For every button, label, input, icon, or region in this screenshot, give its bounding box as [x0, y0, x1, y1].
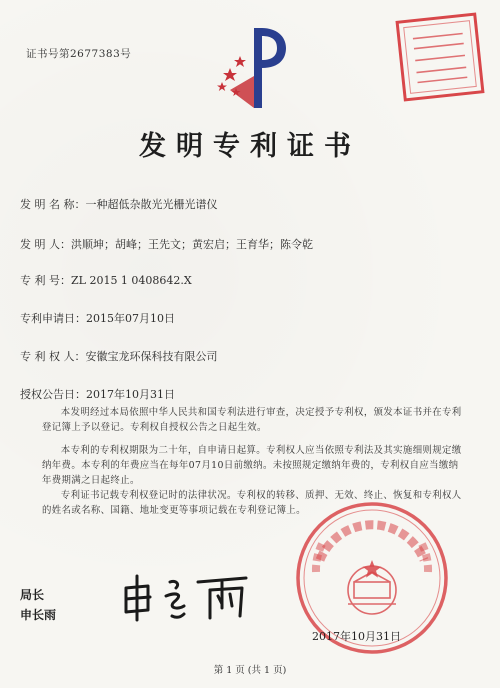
inventors-label: 发 明 人： [20, 238, 71, 251]
certificate-title: 发明专利证书 [139, 131, 361, 162]
patent-owner-row [20, 348, 218, 364]
handwritten-signature-icon [118, 568, 258, 628]
inventors-row [20, 236, 313, 252]
invention-name-label: 发 明 名 称： [20, 198, 86, 211]
patent-number-value: ZL 2015 1 0408642.X [71, 274, 192, 287]
grant-date-value: 2017年10月31日 [86, 388, 175, 401]
top-seal-stamp-icon [395, 12, 485, 102]
inventors-value: 洪顺坤；胡峰；王先文；黄宏启；王育华；陈令乾 [71, 238, 313, 251]
signatory-title: 局长 [20, 588, 45, 602]
grant-date-label: 授权公告日： [20, 388, 86, 401]
grant-date-row [20, 386, 175, 402]
invention-name-value: 一种超低杂散光光栅光谱仪 [85, 198, 218, 211]
patent-owner-label: 专 利 权 人： [20, 350, 86, 363]
filing-date-label: 专利申请日： [20, 312, 86, 325]
patent-number-label: 专 利 号： [20, 274, 71, 287]
issue-date: 2017年10月31日 [312, 630, 401, 643]
filing-date-value: 2015年07月10日 [86, 312, 175, 325]
paragraph-examination: 本发明经过本局依照中华人民共和国专利法进行审查，决定授予专利权，颁发本证书并在专利登记簿上予以登记。专利权自授权公告之日起生效。 [42, 407, 462, 433]
filing-date-row [20, 310, 175, 326]
paragraph-legal-status: 专利证书记载专利权登记时的法律状况。专利权的转移、质押、无效、终止、恢复和专利权人的姓名或名称、国籍、地址变更等事项记载在专利登记簿上。 [42, 490, 462, 516]
paragraph-term-fees: 本专利的专利权期限为二十年，自申请日起算。专利权人应当依照专利法及其实施细则规定缴纳年费。本专利的年费应当在每年07月10日前缴纳。未按照规定缴纳年费的，专利权自应当缴纳年费期满之日起终止。 [42, 445, 462, 486]
patent-number-row [20, 272, 192, 288]
page-number: 第 1 页 (共 1 页) [213, 665, 287, 676]
certificate-number: 证书号第2677383号 [26, 48, 132, 60]
signatory-name: 申长雨 [20, 608, 57, 622]
patent-office-logo-icon [210, 20, 290, 115]
invention-name-row [20, 196, 218, 212]
patent-owner-value: 安徽宝龙环保科技有限公司 [85, 350, 218, 363]
